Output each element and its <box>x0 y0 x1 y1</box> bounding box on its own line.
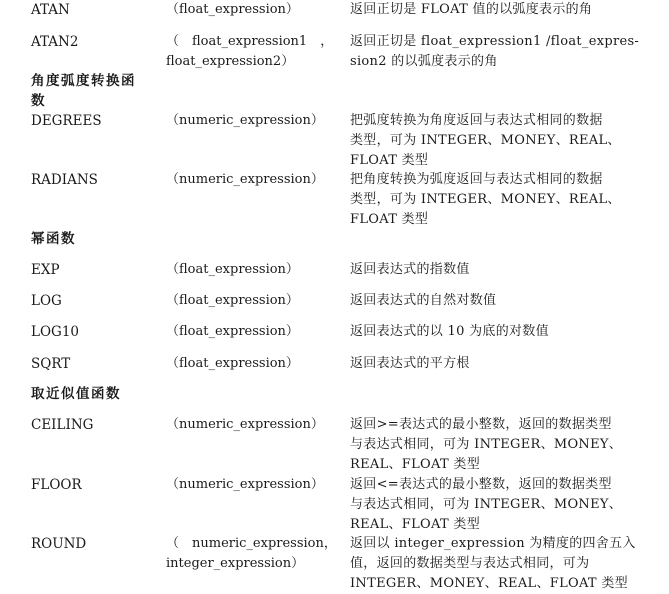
function-description: 把角度转换为弧度返回与表达式相同的数据 类型，可为 INTEGER、MONEY、REAL、 FLOAT 类型 <box>350 172 621 227</box>
function-name: LOG <box>31 293 62 309</box>
function-name: FLOOR <box>31 477 82 493</box>
function-params: （float_expression） <box>166 293 299 308</box>
function-description: 返回<=表达式的最小整数，返回的数据类型 与表达式相同，可为 INTEGER、MONEY、 REAL、FLOAT 类型 <box>350 477 623 532</box>
function-name: ROUND <box>31 536 87 552</box>
function-description: 返回正切是 float_expression1 /float_expres- sion2 的以弧度表示的角 <box>350 34 640 69</box>
function-description: 把弧度转换为角度返回与表达式相同的数据 类型，可为 INTEGER、MONEY、REAL、 FLOAT 类型 <box>350 113 621 168</box>
section-heading-angle-radian: 角度弧度转换函 数 <box>31 73 136 109</box>
function-description: 返回表达式的自然对数值 <box>350 293 497 308</box>
section-heading-power: 幂函数 <box>31 231 76 247</box>
function-name: CEILING <box>31 417 94 433</box>
function-name: DEGREES <box>31 113 102 129</box>
function-params: （float_expression） <box>166 262 299 277</box>
function-description: 返回以 integer_expression 为精度的四舍五入 值，返回的数据类型与表达式相同，可为 INTEGER、MONEY、REAL、FLOAT 类型 <box>350 536 636 591</box>
function-description: 返回>=表达式的最小整数，返回的数据类型 与表达式相同，可为 INTEGER、MONEY、 REAL、FLOAT 类型 <box>350 417 623 472</box>
function-params: （numeric_expression） <box>166 477 324 492</box>
function-params: （ float_expression1 ， float_expression2） <box>166 34 334 69</box>
function-description: 返回表达式的指数值 <box>350 262 470 277</box>
function-name: EXP <box>31 262 60 278</box>
function-name: ATAN2 <box>31 34 79 50</box>
section-heading-approximation: 取近似值函数 <box>31 386 121 402</box>
function-name: SQRT <box>31 356 71 372</box>
function-name: ATAN <box>31 2 70 18</box>
function-params: （float_expression） <box>166 2 299 17</box>
function-params: （float_expression） <box>166 356 299 371</box>
function-description: 返回表达式的平方根 <box>350 356 470 371</box>
function-params: （ numeric_expression， integer_expression） <box>166 536 337 571</box>
function-params: （numeric_expression） <box>166 417 324 432</box>
function-description: 返回正切是 FLOAT 值的以弧度表示的角 <box>350 2 593 17</box>
function-params: （float_expression） <box>166 324 299 339</box>
function-params: （numeric_expression） <box>166 172 324 187</box>
function-params: （numeric_expression） <box>166 113 324 128</box>
function-name: RADIANS <box>31 172 98 188</box>
function-name: LOG10 <box>31 324 79 340</box>
function-description: 返回表达式的以 10 为底的对数值 <box>350 324 549 339</box>
